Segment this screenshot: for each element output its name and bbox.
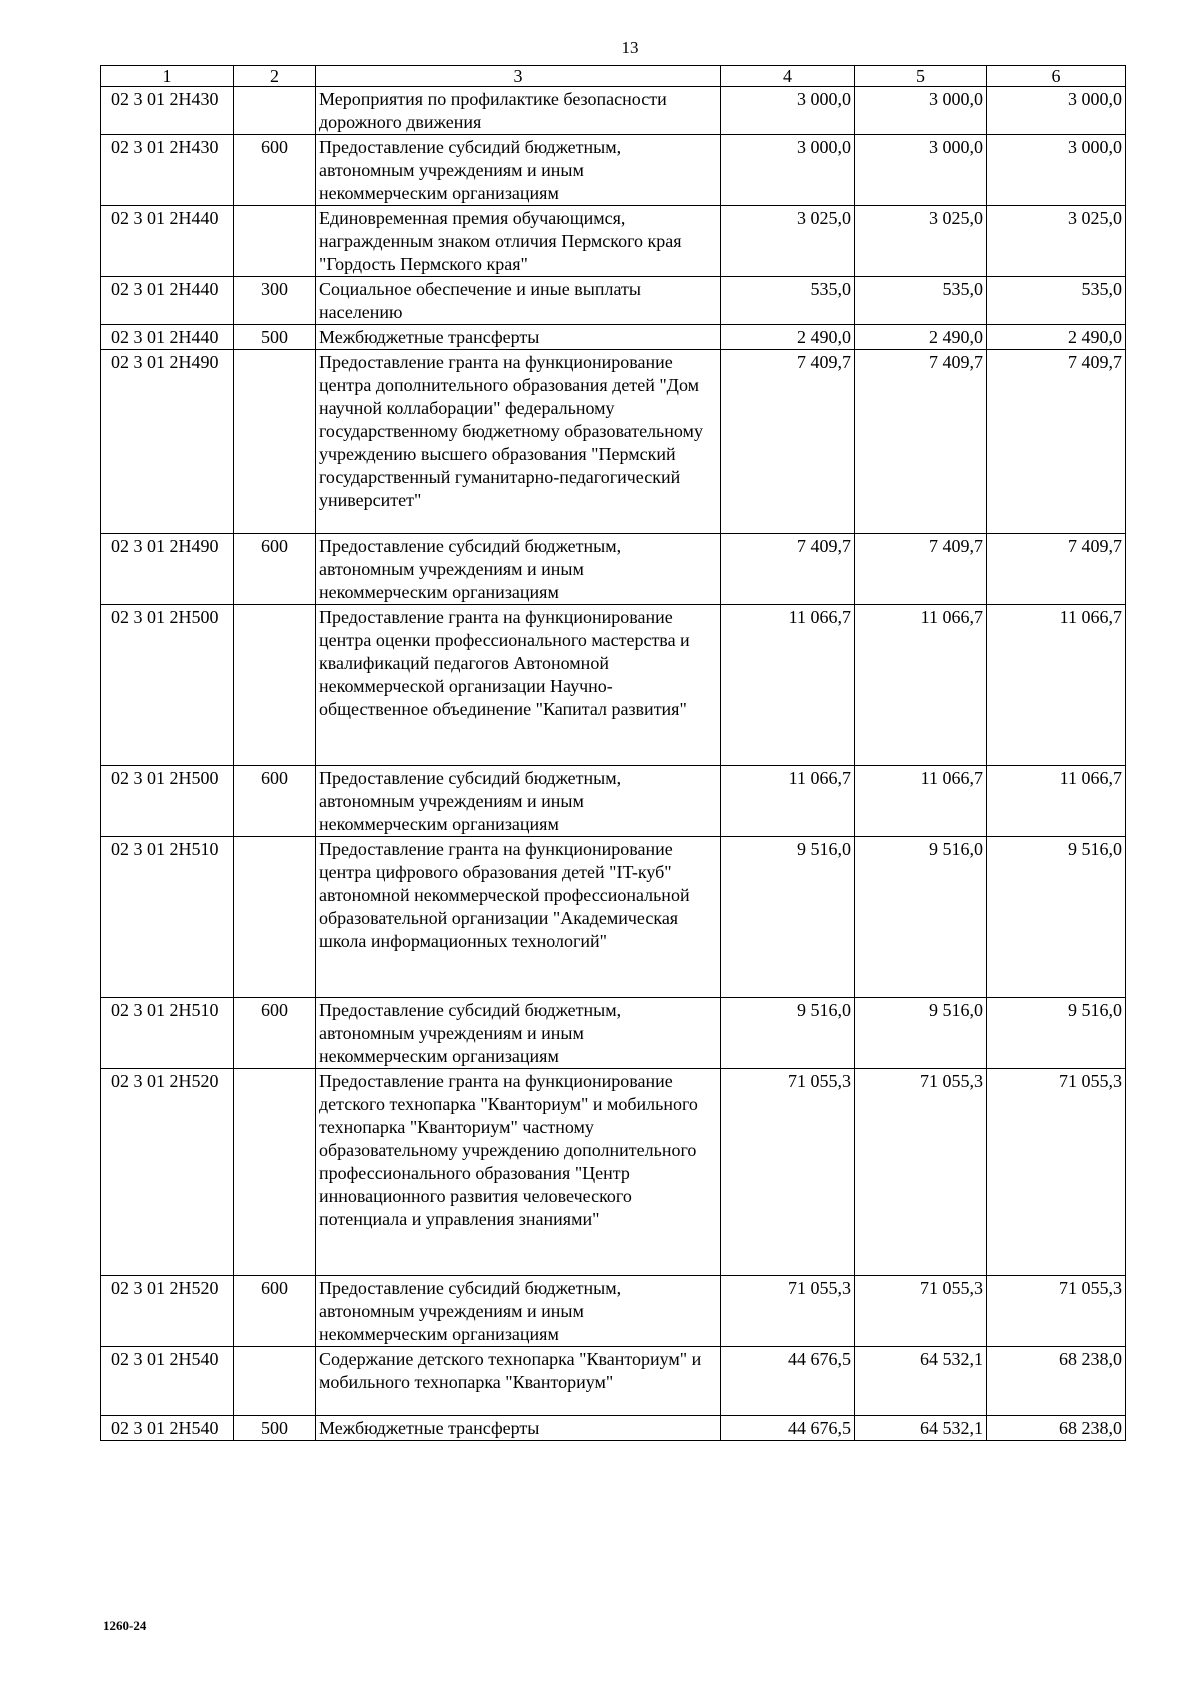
row-name-cell: Мероприятия по профилактике безопасности дорожного движения xyxy=(316,87,721,135)
row-value-col4: 3 000,0 xyxy=(721,135,855,206)
row-value-col6: 3 000,0 xyxy=(987,135,1126,206)
row-value-col6: 68 238,0 xyxy=(987,1416,1126,1441)
row-value-col5: 9 516,0 xyxy=(855,998,987,1069)
row-type-cell xyxy=(234,350,316,534)
row-name-cell: Предоставление гранта на функционирование детского технопарка "Кванториум" и мобильного технопарка "Кванториум" частному образовательному учреждению дополнительного профессионального образования "Центр инновационного развития человеческого потенциала и управления знаниями" xyxy=(316,1069,721,1276)
column-header-2: 2 xyxy=(234,66,316,87)
table-row xyxy=(101,534,1126,605)
row-type-cell: 500 xyxy=(234,1416,316,1441)
table-row xyxy=(101,766,1126,837)
table-row xyxy=(101,1069,1126,1276)
row-value-col4: 3 000,0 xyxy=(721,87,855,135)
row-value-col6: 3 025,0 xyxy=(987,206,1126,277)
row-name-cell: Предоставление субсидий бюджетным, автономным учреждениям и иным некоммерческим организациям xyxy=(316,766,721,837)
row-type-cell: 600 xyxy=(234,135,316,206)
row-value-col4: 44 676,5 xyxy=(721,1416,855,1441)
column-header-3: 3 xyxy=(316,66,721,87)
row-value-col4: 71 055,3 xyxy=(721,1069,855,1276)
header-row xyxy=(101,66,1126,87)
column-header-6: 6 xyxy=(987,66,1126,87)
row-code-cell: 02 3 01 2Н540 xyxy=(101,1416,234,1441)
row-name-cell: Предоставление субсидий бюджетным, автономным учреждениям и иным некоммерческим организациям xyxy=(316,1276,721,1347)
row-value-col5: 535,0 xyxy=(855,277,987,325)
column-header-4: 4 xyxy=(721,66,855,87)
row-code-cell: 02 3 01 2Н440 xyxy=(101,325,234,350)
row-value-col6: 535,0 xyxy=(987,277,1126,325)
row-name-cell: Предоставление гранта на функционирование центра дополнительного образования детей "Дом научной коллаборации" федеральному государственному бюджетному образовательному учреждению высшего образования "Пермский государственный гуманитарно-педагогический университет" xyxy=(316,350,721,534)
row-code-cell: 02 3 01 2Н440 xyxy=(101,206,234,277)
row-type-cell: 600 xyxy=(234,998,316,1069)
table-row xyxy=(101,1276,1126,1347)
row-code-cell: 02 3 01 2Н540 xyxy=(101,1347,234,1416)
row-code-cell: 02 3 01 2Н500 xyxy=(101,766,234,837)
row-value-col4: 7 409,7 xyxy=(721,534,855,605)
row-value-col5: 7 409,7 xyxy=(855,350,987,534)
row-code-cell: 02 3 01 2Н510 xyxy=(101,998,234,1069)
row-type-cell xyxy=(234,605,316,766)
row-name-cell: Предоставление субсидий бюджетным, автономным учреждениям и иным некоммерческим организациям xyxy=(316,135,721,206)
table-row xyxy=(101,87,1126,135)
row-code-cell: 02 3 01 2Н520 xyxy=(101,1276,234,1347)
document-footer-code: 1260-24 xyxy=(103,1618,147,1633)
row-value-col4: 3 025,0 xyxy=(721,206,855,277)
row-code-cell: 02 3 01 2Н430 xyxy=(101,135,234,206)
budget-table xyxy=(100,65,1126,1441)
row-code-cell: 02 3 01 2Н430 xyxy=(101,87,234,135)
table-body xyxy=(101,87,1126,1441)
row-value-col6: 3 000,0 xyxy=(987,87,1126,135)
row-value-col6: 71 055,3 xyxy=(987,1069,1126,1276)
row-name-cell: Предоставление субсидий бюджетным, автономным учреждениям и иным некоммерческим организациям xyxy=(316,534,721,605)
row-name-cell: Межбюджетные трансферты xyxy=(316,325,721,350)
column-header-5: 5 xyxy=(855,66,987,87)
row-name-cell: Социальное обеспечение и иные выплаты населению xyxy=(316,277,721,325)
row-type-cell: 600 xyxy=(234,534,316,605)
column-header-1: 1 xyxy=(101,66,234,87)
row-value-col6: 7 409,7 xyxy=(987,534,1126,605)
row-code-cell: 02 3 01 2Н520 xyxy=(101,1069,234,1276)
row-value-col4: 44 676,5 xyxy=(721,1347,855,1416)
row-value-col5: 11 066,7 xyxy=(855,766,987,837)
row-value-col6: 11 066,7 xyxy=(987,766,1126,837)
table-row xyxy=(101,605,1126,766)
table-row xyxy=(101,1347,1126,1416)
row-value-col5: 64 532,1 xyxy=(855,1347,987,1416)
row-code-cell: 02 3 01 2Н510 xyxy=(101,837,234,998)
table-row xyxy=(101,206,1126,277)
table-row xyxy=(101,998,1126,1069)
row-value-col4: 2 490,0 xyxy=(721,325,855,350)
row-type-cell xyxy=(234,1347,316,1416)
row-value-col6: 7 409,7 xyxy=(987,350,1126,534)
row-type-cell: 600 xyxy=(234,1276,316,1347)
row-type-cell: 500 xyxy=(234,325,316,350)
row-name-cell: Предоставление гранта на функционирование центра оценки профессионального мастерства и квалификаций педагогов Автономной некоммерческой организации Научно-общественное объединение "Капитал развития" xyxy=(316,605,721,766)
row-code-cell: 02 3 01 2Н490 xyxy=(101,534,234,605)
row-type-cell: 300 xyxy=(234,277,316,325)
row-value-col5: 7 409,7 xyxy=(855,534,987,605)
row-value-col6: 68 238,0 xyxy=(987,1347,1126,1416)
table-row xyxy=(101,837,1126,998)
table-row xyxy=(101,277,1126,325)
row-name-cell: Предоставление субсидий бюджетным, автономным учреждениям и иным некоммерческим организациям xyxy=(316,998,721,1069)
row-value-col5: 64 532,1 xyxy=(855,1416,987,1441)
row-value-col5: 3 025,0 xyxy=(855,206,987,277)
row-value-col5: 11 066,7 xyxy=(855,605,987,766)
page-number: 13 xyxy=(621,38,639,57)
row-name-cell: Содержание детского технопарка "Кванториум" и мобильного технопарка "Кванториум" xyxy=(316,1347,721,1416)
row-type-cell xyxy=(234,87,316,135)
row-type-cell: 600 xyxy=(234,766,316,837)
table-header xyxy=(101,66,1126,87)
row-value-col6: 9 516,0 xyxy=(987,998,1126,1069)
row-value-col4: 11 066,7 xyxy=(721,605,855,766)
row-value-col5: 2 490,0 xyxy=(855,325,987,350)
row-value-col4: 11 066,7 xyxy=(721,766,855,837)
row-name-cell: Предоставление гранта на функционирование центра цифрового образования детей "IT-куб" автономной некоммерческой профессиональной образовательной организации "Академическая школа информационных технологий" xyxy=(316,837,721,998)
row-type-cell xyxy=(234,837,316,998)
row-value-col6: 11 066,7 xyxy=(987,605,1126,766)
row-value-col5: 3 000,0 xyxy=(855,135,987,206)
row-value-col5: 3 000,0 xyxy=(855,87,987,135)
row-value-col4: 9 516,0 xyxy=(721,998,855,1069)
row-value-col4: 9 516,0 xyxy=(721,837,855,998)
row-type-cell xyxy=(234,1069,316,1276)
row-value-col4: 71 055,3 xyxy=(721,1276,855,1347)
row-value-col6: 2 490,0 xyxy=(987,325,1126,350)
table-row xyxy=(101,350,1126,534)
row-value-col5: 71 055,3 xyxy=(855,1276,987,1347)
row-value-col4: 7 409,7 xyxy=(721,350,855,534)
row-type-cell xyxy=(234,206,316,277)
row-code-cell: 02 3 01 2Н440 xyxy=(101,277,234,325)
row-value-col5: 71 055,3 xyxy=(855,1069,987,1276)
row-value-col6: 9 516,0 xyxy=(987,837,1126,998)
table-row xyxy=(101,325,1126,350)
table-row xyxy=(101,135,1126,206)
row-name-cell: Единовременная премия обучающимся, награжденным знаком отличия Пермского края "Гордость Пермского края" xyxy=(316,206,721,277)
row-value-col6: 71 055,3 xyxy=(987,1276,1126,1347)
row-name-cell: Межбюджетные трансферты xyxy=(316,1416,721,1441)
row-code-cell: 02 3 01 2Н500 xyxy=(101,605,234,766)
row-value-col5: 9 516,0 xyxy=(855,837,987,998)
table-row xyxy=(101,1416,1126,1441)
row-code-cell: 02 3 01 2Н490 xyxy=(101,350,234,534)
row-value-col4: 535,0 xyxy=(721,277,855,325)
